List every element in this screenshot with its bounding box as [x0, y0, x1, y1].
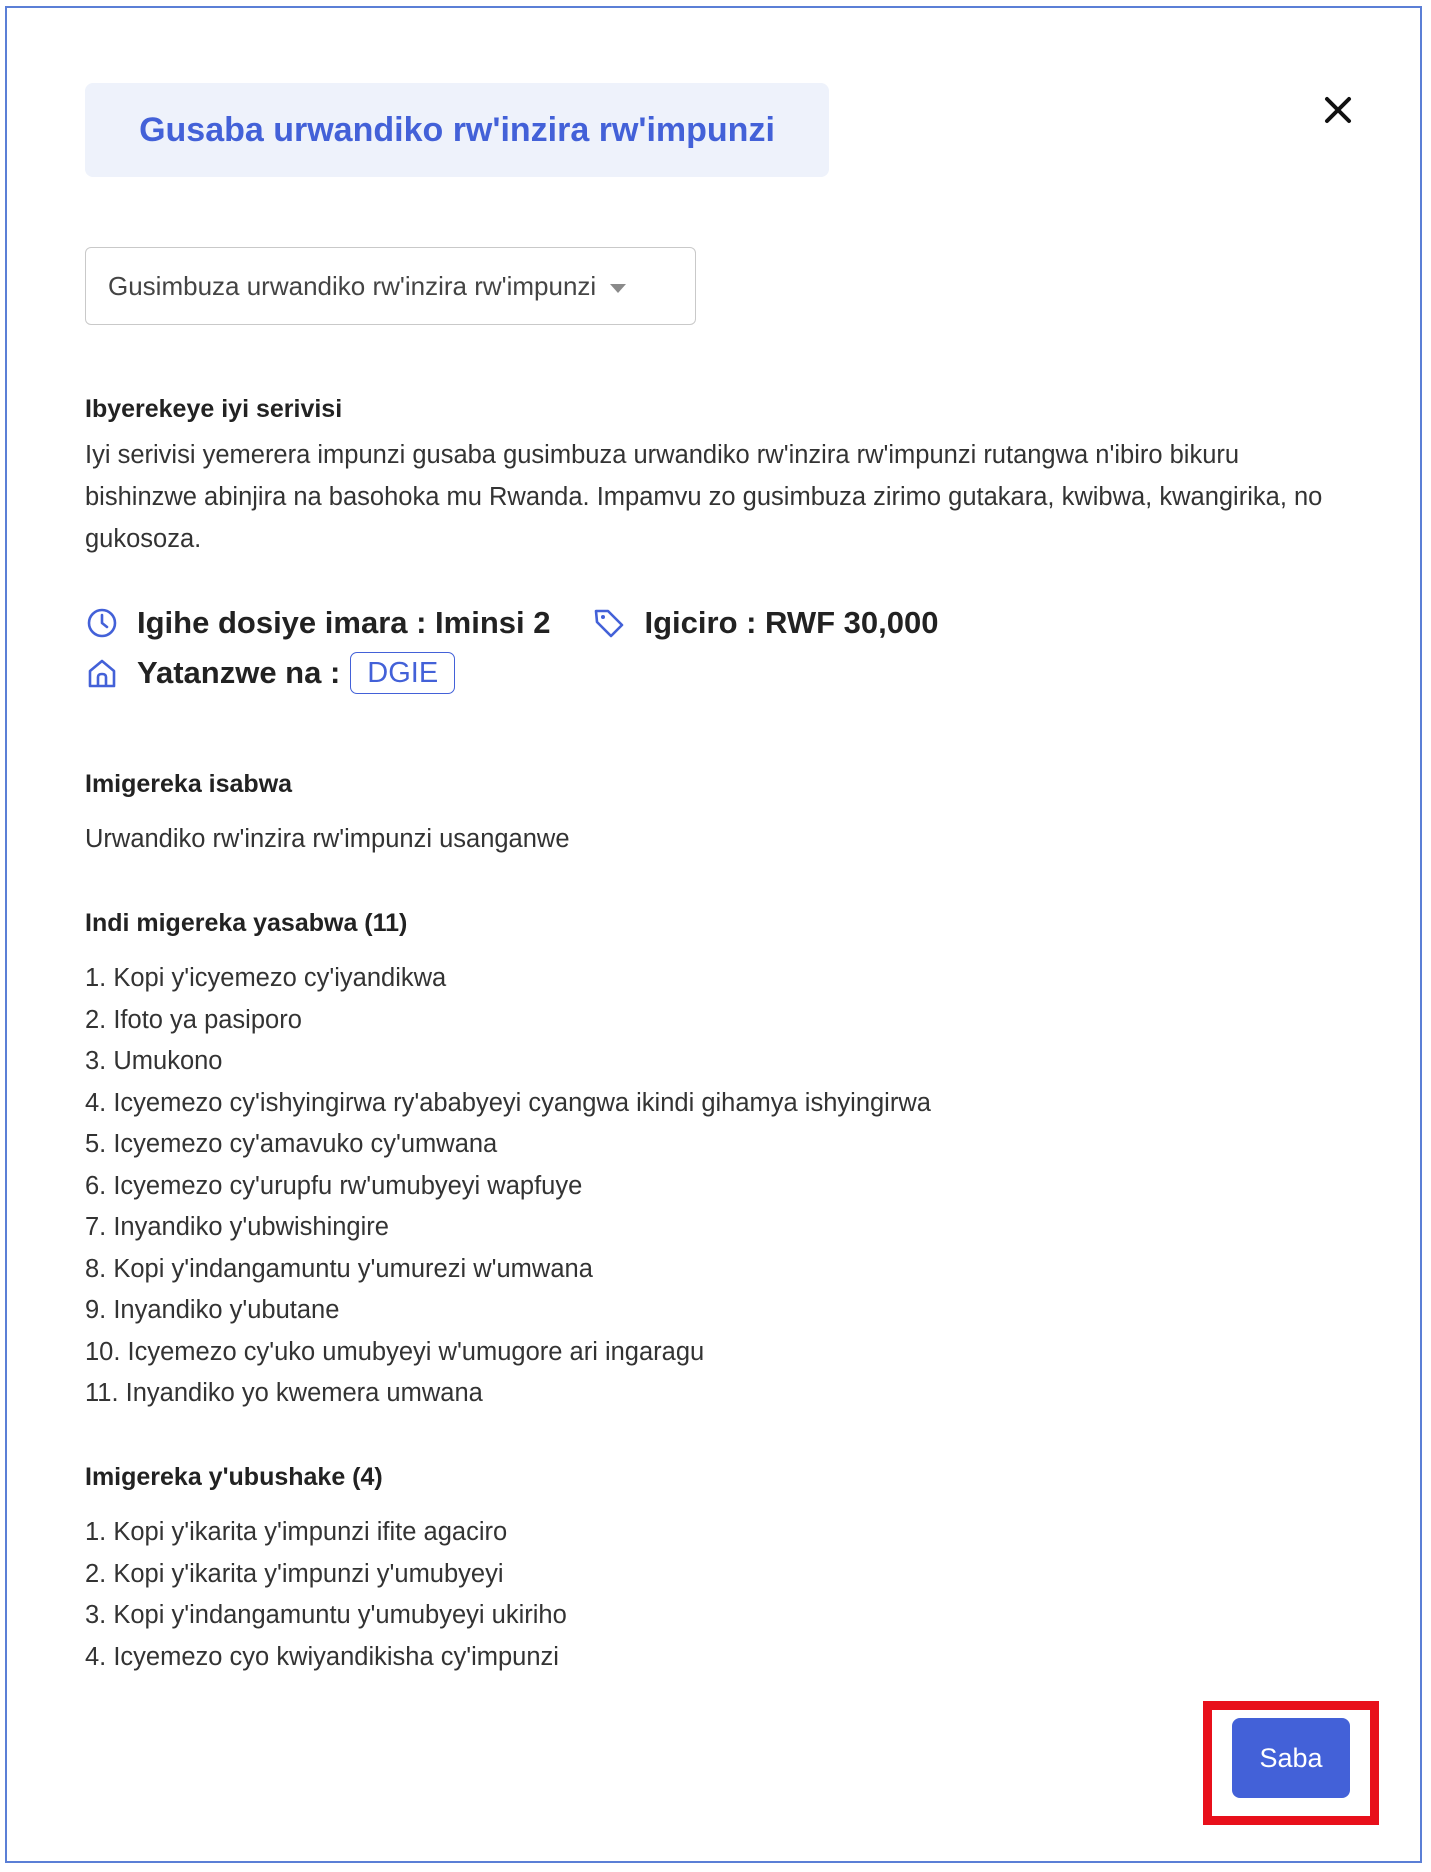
- list-item: 7. Inyandiko y'ubwishingire: [85, 1213, 389, 1241]
- list-item: 1. Kopi y'icyemezo cy'iyandikwa: [85, 964, 447, 992]
- list-item: 11. Inyandiko yo kwemera umwana: [85, 1379, 483, 1407]
- list-item: 3. Umukono: [85, 1047, 223, 1075]
- provider-tag: DGIE: [350, 652, 455, 694]
- about-heading: Ibyerekeye iyi serivisi: [85, 395, 343, 423]
- about-section: [85, 395, 1355, 560]
- submit-button[interactable]: Saba: [1232, 1718, 1350, 1798]
- provider-label: Yatanzwe na :: [137, 655, 341, 690]
- required-docs-section: [85, 770, 1355, 854]
- service-select[interactable]: [85, 247, 696, 325]
- about-body: Iyi serivisi yemerera impunzi gusaba gusimbuza urwandiko rw'inzira rw'impunzi rutangwa n'ibiro bikuru bishinzwe abinjira na basohoka mu Rwanda. Impamvu zo gusimbuza zirimo gutakara, kwibwa, kwangirika, no gukosoza.: [85, 441, 1323, 553]
- list-item: 4. Icyemezo cyo kwiyandikisha cy'impunzi: [85, 1642, 559, 1671]
- close-icon: [1318, 90, 1358, 130]
- clock-icon: [85, 606, 119, 640]
- modal-title-text: Gusaba urwandiko rw'inzira rw'impunzi: [139, 110, 775, 149]
- service-select-value: Gusimbuza urwandiko rw'inzira rw'impunzi: [108, 270, 597, 301]
- list-item: 6. Icyemezo cy'urupfu rw'umubyeyi wapfuye: [85, 1171, 583, 1200]
- list-item: 4. Icyemezo cy'ishyingirwa ry'ababyeyi cyangwa ikindi gihamya ishyingirwa: [85, 1088, 931, 1117]
- list-item: 1. Kopi y'ikarita y'impunzi ifite agaciro: [85, 1518, 508, 1546]
- list-item: 8. Kopi y'indangamuntu y'umurezi w'umwana: [85, 1254, 593, 1283]
- list-item: 5. Icyemezo cy'amavuko cy'umwana: [85, 1130, 498, 1158]
- list-item: 9. Inyandiko y'ubutane: [85, 1296, 340, 1324]
- processing-time: Igihe dosiye imara : Iminsi 2: [137, 605, 551, 640]
- home-icon: [85, 656, 119, 690]
- price-tag-icon: [592, 606, 626, 640]
- meta-row-provider: [85, 652, 455, 694]
- list-item: 2. Kopi y'ikarita y'impunzi y'umubyeyi: [85, 1559, 504, 1588]
- other-docs-section: [85, 909, 1355, 1415]
- optional-docs-section: [85, 1463, 1355, 1678]
- list-item: 2. Ifoto ya pasiporo: [85, 1005, 302, 1034]
- price: Igiciro : RWF 30,000: [644, 605, 939, 640]
- modal-title: [85, 83, 829, 177]
- optional-docs-list: [85, 1512, 1355, 1678]
- other-docs-heading: Indi migereka yasabwa (11): [85, 909, 408, 937]
- required-doc-item: Urwandiko rw'inzira rw'impunzi usanganwe: [85, 825, 570, 853]
- other-docs-list: [85, 958, 1355, 1415]
- meta-row-time-price: [85, 605, 939, 641]
- required-docs-heading: Imigereka isabwa: [85, 770, 293, 798]
- optional-docs-heading: Imigereka y'ubushake (4): [85, 1463, 383, 1491]
- chevron-down-icon: [610, 284, 626, 293]
- close-button[interactable]: [1318, 90, 1358, 130]
- list-item: 3. Kopi y'indangamuntu y'umubyeyi ukiriho: [85, 1601, 567, 1629]
- list-item: 10. Icyemezo cy'uko umubyeyi w'umugore ari ingaragu: [85, 1337, 705, 1366]
